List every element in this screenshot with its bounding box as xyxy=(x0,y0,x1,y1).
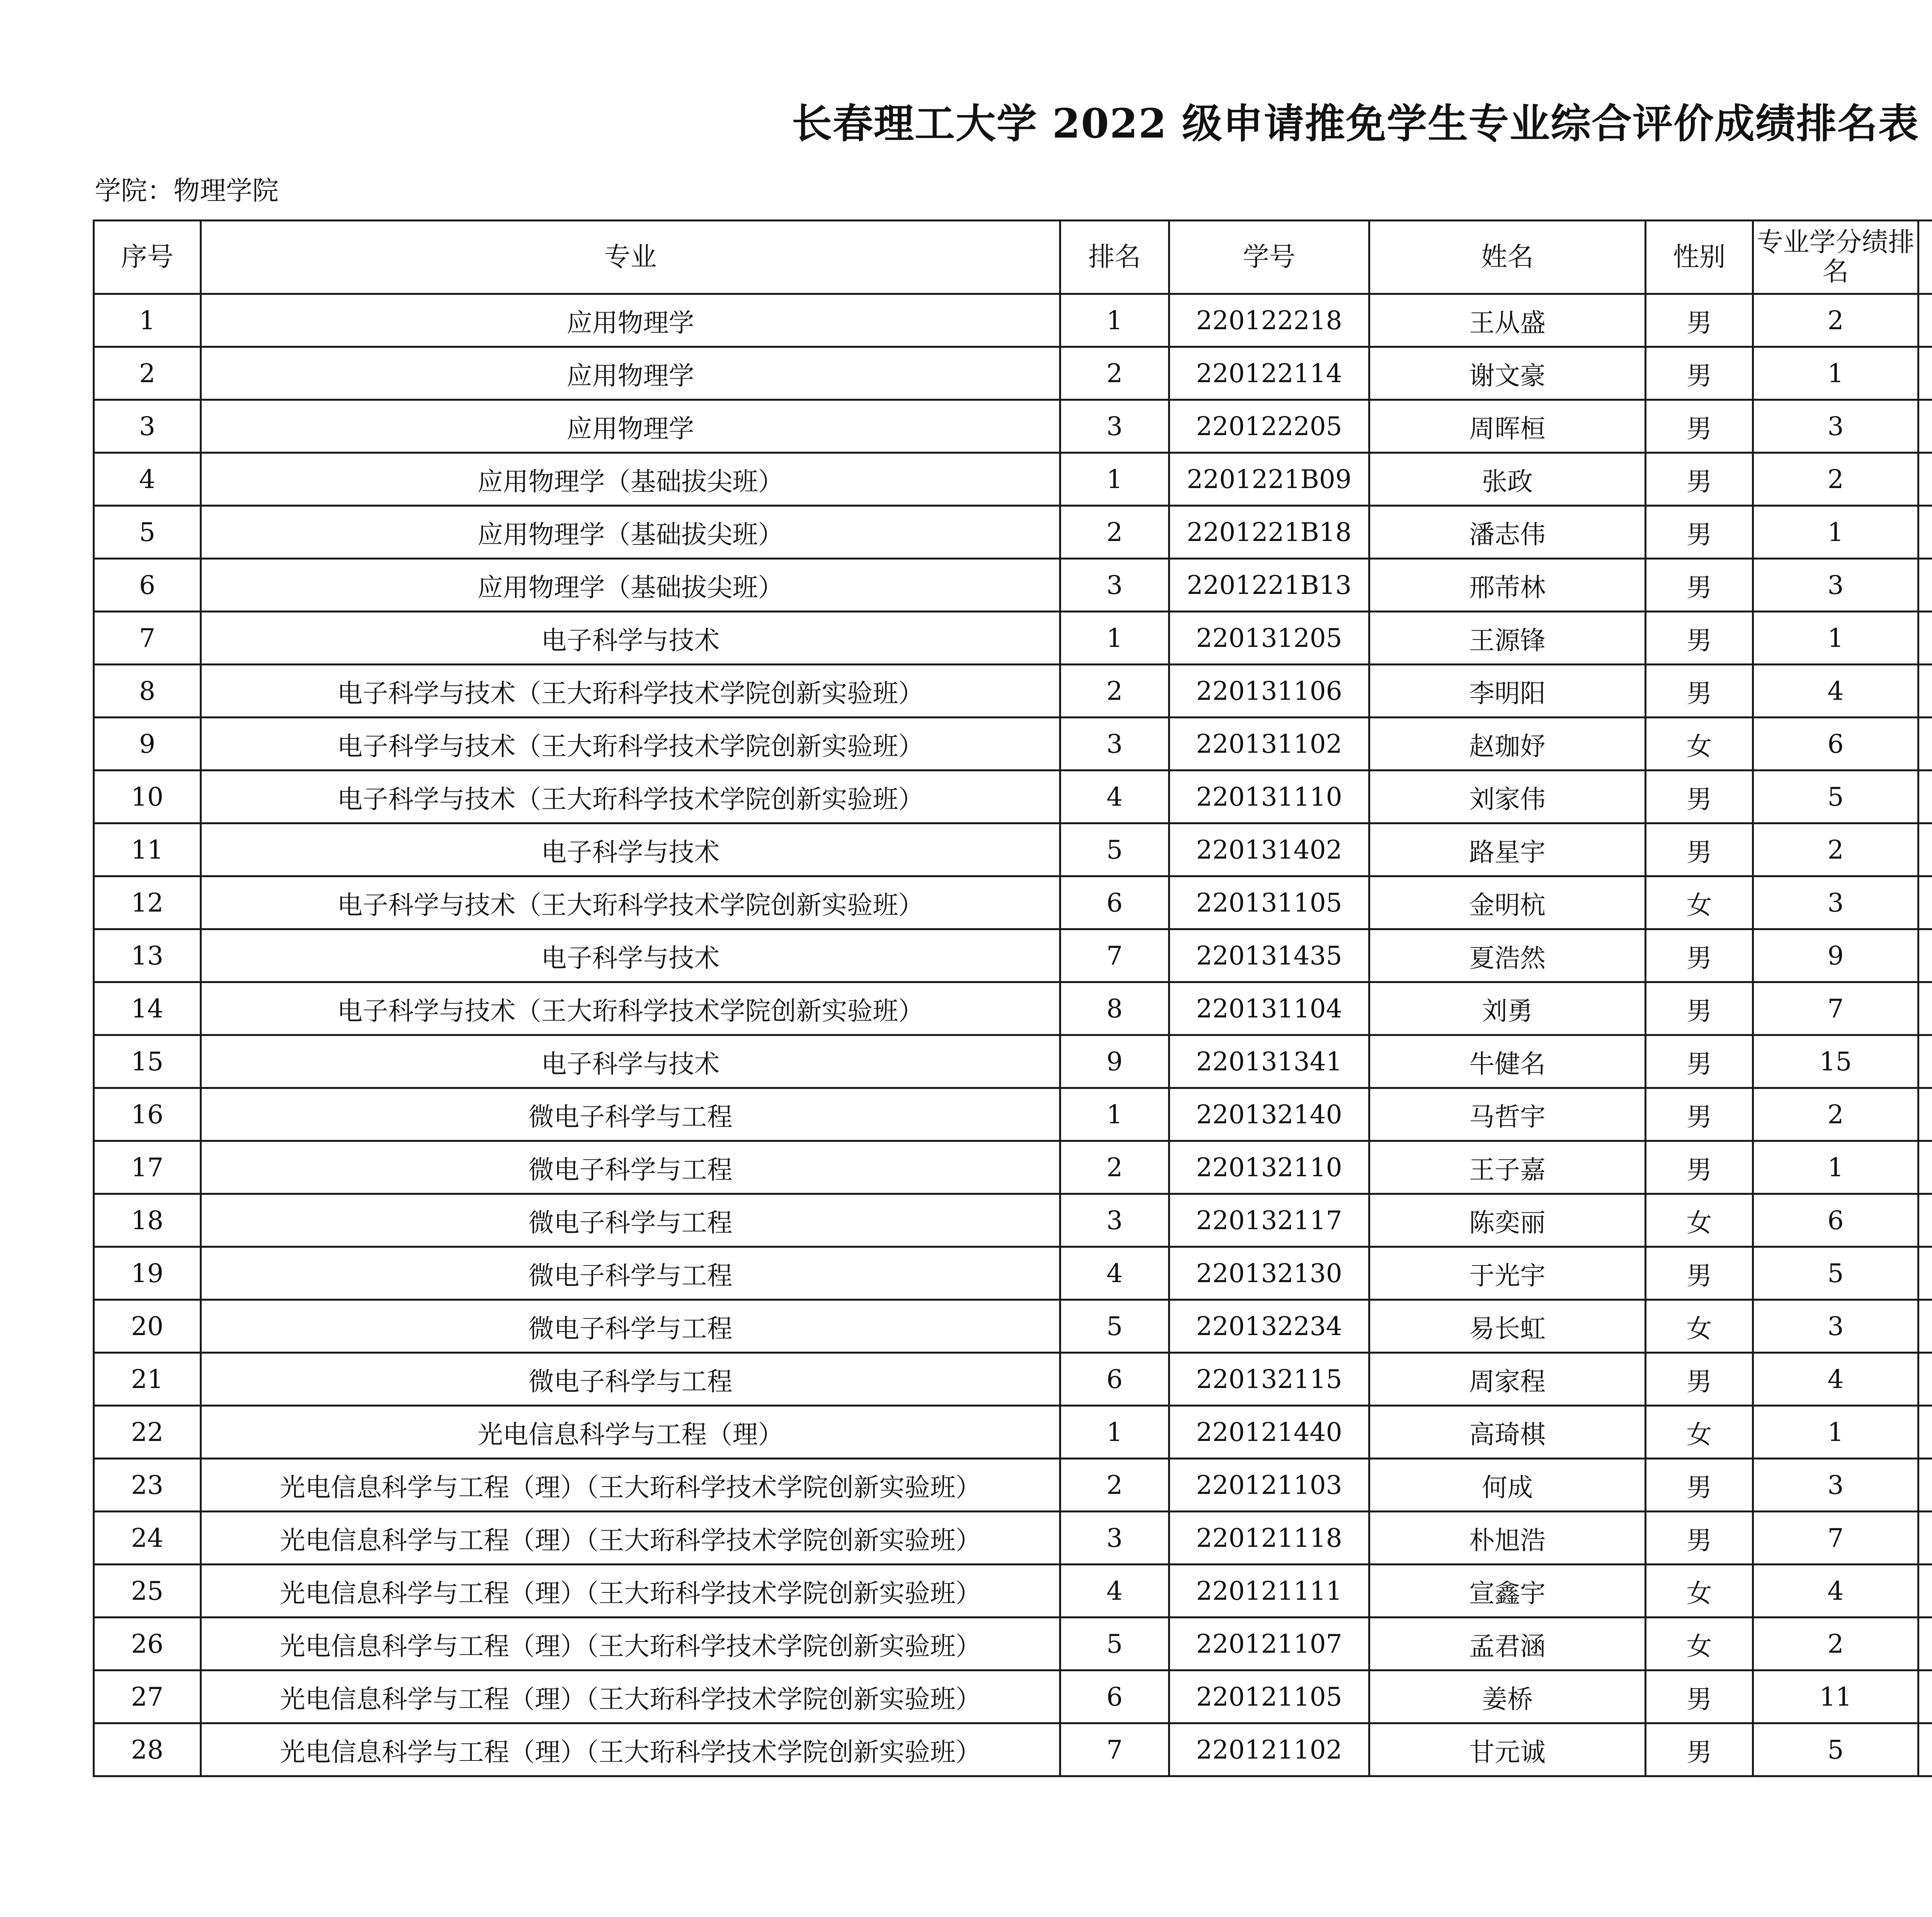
cell-rank: 8 xyxy=(1060,982,1169,1035)
cell-credit-score xyxy=(1918,1353,1932,1406)
cell-gender: 男 xyxy=(1646,1670,1753,1723)
cell-gender: 男 xyxy=(1646,612,1753,665)
cell-student-id: 220132117 xyxy=(1169,1194,1369,1247)
cell-credit-rank: 2 xyxy=(1753,453,1918,506)
cell-gender: 男 xyxy=(1646,823,1753,876)
cell-student-id: 220121103 xyxy=(1169,1459,1369,1512)
cell-seq: 10 xyxy=(94,771,201,823)
cell-major: 光电信息科学与工程（理）（王大珩科学技术学院创新实验班） xyxy=(201,1723,1060,1776)
cell-credit-score xyxy=(1918,1512,1932,1565)
cell-gender: 女 xyxy=(1646,1565,1753,1618)
cell-student-id: 220132130 xyxy=(1169,1247,1369,1300)
ranking-table xyxy=(93,219,1932,1777)
cell-seq: 14 xyxy=(94,982,201,1035)
table-row xyxy=(94,400,1932,453)
cell-seq: 2 xyxy=(94,347,201,400)
table-row xyxy=(94,1406,1932,1459)
cell-name: 孟君涵 xyxy=(1369,1618,1646,1670)
header-name: 姓名 xyxy=(1369,221,1646,294)
cell-credit-score xyxy=(1918,1565,1932,1618)
cell-credit-score xyxy=(1918,718,1932,771)
cell-student-id: 220132110 xyxy=(1169,1141,1369,1194)
table-row xyxy=(94,1141,1932,1194)
cell-credit-rank: 5 xyxy=(1753,1723,1918,1776)
cell-seq: 28 xyxy=(94,1723,201,1776)
table-row xyxy=(94,1353,1932,1406)
cell-credit-score xyxy=(1918,1618,1932,1670)
cell-rank: 4 xyxy=(1060,1247,1169,1300)
header-gender: 性别 xyxy=(1646,221,1753,294)
cell-major: 应用物理学（基础拔尖班） xyxy=(201,506,1060,559)
table-row xyxy=(94,876,1932,929)
cell-student-id: 220121440 xyxy=(1169,1406,1369,1459)
table-row xyxy=(94,982,1932,1035)
cell-rank: 9 xyxy=(1060,1035,1169,1088)
cell-major: 微电子科学与工程 xyxy=(201,1353,1060,1406)
cell-gender: 男 xyxy=(1646,1353,1753,1406)
cell-student-id: 220131341 xyxy=(1169,1035,1369,1088)
cell-major: 应用物理学（基础拔尖班） xyxy=(201,453,1060,506)
cell-student-id: 220131102 xyxy=(1169,718,1369,771)
cell-seq: 7 xyxy=(94,612,201,665)
cell-major: 光电信息科学与工程（理） xyxy=(201,1406,1060,1459)
cell-student-id: 220121111 xyxy=(1169,1565,1369,1618)
cell-seq: 16 xyxy=(94,1088,201,1141)
cell-gender: 男 xyxy=(1646,771,1753,823)
table-row xyxy=(94,718,1932,771)
cell-credit-rank: 3 xyxy=(1753,1300,1918,1353)
cell-rank: 2 xyxy=(1060,506,1169,559)
table-row xyxy=(94,665,1932,718)
cell-name: 高琦棋 xyxy=(1369,1406,1646,1459)
cell-credit-rank: 2 xyxy=(1753,1088,1918,1141)
cell-major: 光电信息科学与工程（理）（王大珩科学技术学院创新实验班） xyxy=(201,1512,1060,1565)
cell-student-id: 220122114 xyxy=(1169,347,1369,400)
cell-major: 应用物理学（基础拔尖班） xyxy=(201,559,1060,612)
table-row xyxy=(94,612,1932,665)
cell-gender: 男 xyxy=(1646,1035,1753,1088)
cell-gender: 女 xyxy=(1646,718,1753,771)
cell-credit-rank: 15 xyxy=(1753,1035,1918,1088)
cell-seq: 3 xyxy=(94,400,201,453)
table-row xyxy=(94,506,1932,559)
cell-major: 微电子科学与工程 xyxy=(201,1141,1060,1194)
cell-credit-rank: 6 xyxy=(1753,718,1918,771)
cell-rank: 1 xyxy=(1060,1088,1169,1141)
cell-credit-score xyxy=(1918,612,1932,665)
table-row xyxy=(94,823,1932,876)
cell-rank: 3 xyxy=(1060,1194,1169,1247)
cell-major: 微电子科学与工程 xyxy=(201,1247,1060,1300)
cell-major: 微电子科学与工程 xyxy=(201,1194,1060,1247)
cell-student-id: 220122218 xyxy=(1169,294,1369,347)
cell-seq: 27 xyxy=(94,1670,201,1723)
cell-major: 电子科学与技术（王大珩科学技术学院创新实验班） xyxy=(201,771,1060,823)
cell-credit-score xyxy=(1918,771,1932,823)
cell-seq: 15 xyxy=(94,1035,201,1088)
cell-rank: 1 xyxy=(1060,294,1169,347)
cell-major: 光电信息科学与工程（理）（王大珩科学技术学院创新实验班） xyxy=(201,1459,1060,1512)
table-row xyxy=(94,1035,1932,1088)
cell-major: 电子科学与技术 xyxy=(201,823,1060,876)
cell-credit-score xyxy=(1918,1406,1932,1459)
cell-rank: 3 xyxy=(1060,1512,1169,1565)
cell-student-id: 2201221B13 xyxy=(1169,559,1369,612)
cell-name: 周家程 xyxy=(1369,1353,1646,1406)
cell-credit-score xyxy=(1918,1194,1932,1247)
cell-seq: 8 xyxy=(94,665,201,718)
table-row xyxy=(94,1565,1932,1618)
cell-seq: 12 xyxy=(94,876,201,929)
cell-name: 路星宇 xyxy=(1369,823,1646,876)
cell-rank: 7 xyxy=(1060,929,1169,982)
cell-gender: 男 xyxy=(1646,1512,1753,1565)
cell-student-id: 220132234 xyxy=(1169,1300,1369,1353)
cell-seq: 22 xyxy=(94,1406,201,1459)
cell-seq: 24 xyxy=(94,1512,201,1565)
cell-rank: 1 xyxy=(1060,612,1169,665)
cell-seq: 13 xyxy=(94,929,201,982)
cell-rank: 1 xyxy=(1060,453,1169,506)
cell-gender: 男 xyxy=(1646,1459,1753,1512)
cell-name: 易长虹 xyxy=(1369,1300,1646,1353)
header-seq: 序号 xyxy=(94,221,201,294)
cell-rank: 3 xyxy=(1060,559,1169,612)
cell-credit-score xyxy=(1918,453,1932,506)
cell-seq: 17 xyxy=(94,1141,201,1194)
cell-name: 金明杭 xyxy=(1369,876,1646,929)
cell-student-id: 220131435 xyxy=(1169,929,1369,982)
cell-credit-rank: 1 xyxy=(1753,1406,1918,1459)
table-row xyxy=(94,1088,1932,1141)
cell-credit-rank: 11 xyxy=(1753,1670,1918,1723)
cell-rank: 2 xyxy=(1060,665,1169,718)
cell-rank: 3 xyxy=(1060,400,1169,453)
cell-major: 电子科学与技术（王大珩科学技术学院创新实验班） xyxy=(201,876,1060,929)
table-header-row xyxy=(94,221,1932,294)
cell-major: 光电信息科学与工程（理）（王大珩科学技术学院创新实验班） xyxy=(201,1618,1060,1670)
table-row xyxy=(94,929,1932,982)
cell-name: 张政 xyxy=(1369,453,1646,506)
cell-rank: 6 xyxy=(1060,876,1169,929)
cell-credit-rank: 4 xyxy=(1753,665,1918,718)
cell-major: 电子科学与技术（王大珩科学技术学院创新实验班） xyxy=(201,718,1060,771)
cell-name: 宣鑫宇 xyxy=(1369,1565,1646,1618)
table-row xyxy=(94,1670,1932,1723)
cell-credit-score xyxy=(1918,1247,1932,1300)
cell-name: 朴旭浩 xyxy=(1369,1512,1646,1565)
cell-student-id: 220122205 xyxy=(1169,400,1369,453)
cell-credit-score xyxy=(1918,982,1932,1035)
cell-seq: 4 xyxy=(94,453,201,506)
cell-major: 光电信息科学与工程（理）（王大珩科学技术学院创新实验班） xyxy=(201,1565,1060,1618)
cell-name: 谢文豪 xyxy=(1369,347,1646,400)
cell-credit-score xyxy=(1918,1035,1932,1088)
cell-rank: 7 xyxy=(1060,1723,1169,1776)
cell-major: 电子科学与技术（王大珩科学技术学院创新实验班） xyxy=(201,982,1060,1035)
cell-gender: 男 xyxy=(1646,665,1753,718)
cell-credit-score xyxy=(1918,506,1932,559)
cell-gender: 男 xyxy=(1646,1723,1753,1776)
cell-name: 马哲宇 xyxy=(1369,1088,1646,1141)
header-rank: 排名 xyxy=(1060,221,1169,294)
cell-name: 陈奕丽 xyxy=(1369,1194,1646,1247)
cell-credit-score xyxy=(1918,400,1932,453)
cell-credit-rank: 9 xyxy=(1753,929,1918,982)
table-row xyxy=(94,559,1932,612)
table-row xyxy=(94,771,1932,823)
cell-credit-score xyxy=(1918,347,1932,400)
cell-gender: 男 xyxy=(1646,347,1753,400)
cell-major: 光电信息科学与工程（理）（王大珩科学技术学院创新实验班） xyxy=(201,1670,1060,1723)
cell-gender: 男 xyxy=(1646,400,1753,453)
cell-rank: 4 xyxy=(1060,1565,1169,1618)
cell-name: 王子嘉 xyxy=(1369,1141,1646,1194)
header-student-id: 学号 xyxy=(1169,221,1369,294)
cell-gender: 男 xyxy=(1646,506,1753,559)
cell-rank: 2 xyxy=(1060,347,1169,400)
cell-gender: 男 xyxy=(1646,1247,1753,1300)
cell-seq: 18 xyxy=(94,1194,201,1247)
cell-student-id: 220131105 xyxy=(1169,876,1369,929)
cell-student-id: 220121107 xyxy=(1169,1618,1369,1670)
header-credit-score xyxy=(1918,221,1932,294)
cell-name: 赵珈妤 xyxy=(1369,718,1646,771)
cell-name: 李明阳 xyxy=(1369,665,1646,718)
table-row xyxy=(94,1194,1932,1247)
cell-rank: 3 xyxy=(1060,718,1169,771)
cell-credit-rank: 6 xyxy=(1753,1194,1918,1247)
cell-credit-score xyxy=(1918,665,1932,718)
cell-gender: 女 xyxy=(1646,1406,1753,1459)
cell-major: 微电子科学与工程 xyxy=(201,1088,1060,1141)
cell-credit-rank: 7 xyxy=(1753,1512,1918,1565)
cell-student-id: 220131104 xyxy=(1169,982,1369,1035)
cell-seq: 1 xyxy=(94,294,201,347)
page-title: 长春理工大学 2022 级申请推免学生专业综合评价成绩排名表 xyxy=(792,100,1919,147)
cell-name: 刘勇 xyxy=(1369,982,1646,1035)
cell-rank: 5 xyxy=(1060,1300,1169,1353)
cell-student-id: 220121102 xyxy=(1169,1723,1369,1776)
cell-credit-score xyxy=(1918,559,1932,612)
cell-rank: 4 xyxy=(1060,771,1169,823)
cell-credit-rank: 2 xyxy=(1753,1618,1918,1670)
table-row xyxy=(94,1723,1932,1776)
cell-name: 王源锋 xyxy=(1369,612,1646,665)
cell-seq: 5 xyxy=(94,506,201,559)
cell-rank: 1 xyxy=(1060,1406,1169,1459)
cell-seq: 19 xyxy=(94,1247,201,1300)
cell-gender: 男 xyxy=(1646,1088,1753,1141)
cell-credit-score xyxy=(1918,1300,1932,1353)
cell-major: 电子科学与技术 xyxy=(201,929,1060,982)
table-row xyxy=(94,1618,1932,1670)
cell-seq: 11 xyxy=(94,823,201,876)
cell-student-id: 220121105 xyxy=(1169,1670,1369,1723)
table-row xyxy=(94,294,1932,347)
college-label: 学院：物理学院 xyxy=(95,176,279,206)
cell-name: 刘家伟 xyxy=(1369,771,1646,823)
cell-credit-rank: 4 xyxy=(1753,1565,1918,1618)
cell-gender: 女 xyxy=(1646,876,1753,929)
cell-student-id: 220132115 xyxy=(1169,1353,1369,1406)
cell-name: 牛健名 xyxy=(1369,1035,1646,1088)
cell-gender: 男 xyxy=(1646,1141,1753,1194)
header-major: 专业 xyxy=(201,221,1060,294)
cell-student-id: 220132140 xyxy=(1169,1088,1369,1141)
cell-credit-rank: 5 xyxy=(1753,1247,1918,1300)
cell-credit-score xyxy=(1918,823,1932,876)
cell-credit-score xyxy=(1918,1088,1932,1141)
header-credit-rank: 专业学分绩排名 xyxy=(1753,221,1918,294)
table-row xyxy=(94,1512,1932,1565)
cell-credit-score xyxy=(1918,1459,1932,1512)
cell-major: 应用物理学 xyxy=(201,294,1060,347)
cell-major: 微电子科学与工程 xyxy=(201,1300,1060,1353)
cell-gender: 女 xyxy=(1646,1300,1753,1353)
cell-rank: 2 xyxy=(1060,1141,1169,1194)
cell-gender: 女 xyxy=(1646,1194,1753,1247)
cell-credit-rank: 1 xyxy=(1753,612,1918,665)
cell-credit-score xyxy=(1918,1723,1932,1776)
cell-seq: 9 xyxy=(94,718,201,771)
cell-credit-rank: 1 xyxy=(1753,347,1918,400)
cell-name: 甘元诚 xyxy=(1369,1723,1646,1776)
cell-student-id: 2201221B09 xyxy=(1169,453,1369,506)
cell-rank: 2 xyxy=(1060,1459,1169,1512)
cell-gender: 男 xyxy=(1646,929,1753,982)
cell-rank: 6 xyxy=(1060,1670,1169,1723)
cell-seq: 25 xyxy=(94,1565,201,1618)
cell-credit-rank: 2 xyxy=(1753,294,1918,347)
cell-student-id: 2201221B18 xyxy=(1169,506,1369,559)
cell-name: 何成 xyxy=(1369,1459,1646,1512)
cell-credit-score xyxy=(1918,929,1932,982)
cell-credit-rank: 5 xyxy=(1753,771,1918,823)
table-row xyxy=(94,453,1932,506)
cell-rank: 5 xyxy=(1060,823,1169,876)
cell-rank: 6 xyxy=(1060,1353,1169,1406)
cell-credit-score xyxy=(1918,876,1932,929)
cell-seq: 6 xyxy=(94,559,201,612)
table-row xyxy=(94,347,1932,400)
table-body xyxy=(94,294,1932,1776)
cell-student-id: 220131110 xyxy=(1169,771,1369,823)
cell-name: 邢芾林 xyxy=(1369,559,1646,612)
cell-credit-score xyxy=(1918,1141,1932,1194)
table-row xyxy=(94,1300,1932,1353)
cell-major: 应用物理学 xyxy=(201,347,1060,400)
cell-credit-score xyxy=(1918,294,1932,347)
cell-credit-rank: 1 xyxy=(1753,1141,1918,1194)
table-row xyxy=(94,1247,1932,1300)
cell-gender: 男 xyxy=(1646,559,1753,612)
cell-gender: 女 xyxy=(1646,1618,1753,1670)
cell-student-id: 220131106 xyxy=(1169,665,1369,718)
cell-rank: 5 xyxy=(1060,1618,1169,1670)
cell-gender: 男 xyxy=(1646,982,1753,1035)
cell-name: 于光宇 xyxy=(1369,1247,1646,1300)
cell-credit-rank: 3 xyxy=(1753,559,1918,612)
cell-name: 夏浩然 xyxy=(1369,929,1646,982)
cell-seq: 26 xyxy=(94,1618,201,1670)
cell-name: 王从盛 xyxy=(1369,294,1646,347)
cell-major: 应用物理学 xyxy=(201,400,1060,453)
cell-credit-rank: 3 xyxy=(1753,1459,1918,1512)
cell-name: 姜桥 xyxy=(1369,1670,1646,1723)
cell-credit-rank: 3 xyxy=(1753,876,1918,929)
cell-name: 潘志伟 xyxy=(1369,506,1646,559)
cell-credit-score xyxy=(1918,1670,1932,1723)
cell-student-id: 220131205 xyxy=(1169,612,1369,665)
cell-major: 电子科学与技术 xyxy=(201,1035,1060,1088)
table-row xyxy=(94,1459,1932,1512)
cell-student-id: 220121118 xyxy=(1169,1512,1369,1565)
cell-name: 周晖桓 xyxy=(1369,400,1646,453)
cell-student-id: 220131402 xyxy=(1169,823,1369,876)
cell-credit-rank: 2 xyxy=(1753,823,1918,876)
cell-seq: 20 xyxy=(94,1300,201,1353)
cell-seq: 21 xyxy=(94,1353,201,1406)
cell-major: 电子科学与技术 xyxy=(201,612,1060,665)
cell-gender: 男 xyxy=(1646,294,1753,347)
cell-credit-rank: 4 xyxy=(1753,1353,1918,1406)
cell-credit-rank: 1 xyxy=(1753,506,1918,559)
cell-seq: 23 xyxy=(94,1459,201,1512)
cell-major: 电子科学与技术（王大珩科学技术学院创新实验班） xyxy=(201,665,1060,718)
cell-gender: 男 xyxy=(1646,453,1753,506)
cell-credit-rank: 3 xyxy=(1753,400,1918,453)
cell-credit-rank: 7 xyxy=(1753,982,1918,1035)
